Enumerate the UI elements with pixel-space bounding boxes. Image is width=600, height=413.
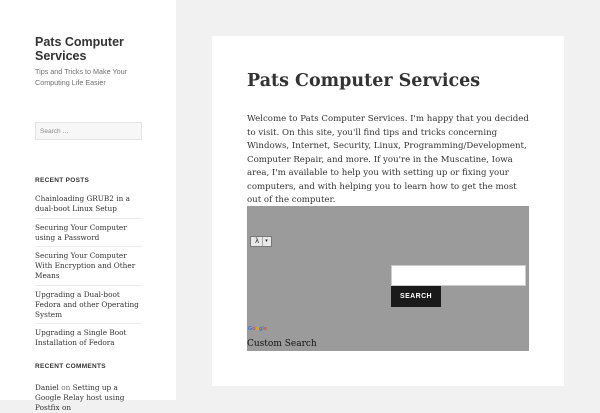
- recent-post-link[interactable]: Upgrading a Single Boot Installation of Fedora: [35, 328, 127, 347]
- recent-post-link[interactable]: Securing Your Computer With Encryption and Other Means: [35, 251, 142, 286]
- post-body: Welcome to Pats Computer Services. I'm happy that you decided to visit. On this site, you'll find tips and tricks concerning Windows, Internet, Security, Linux, Programming/Development, Computer Repair, and more. If you're in the Muscatine, Iowa area, I'm available to help you with setting up or fixing your computers, and with helping you to learn how to get the most out of the computer.: [247, 114, 529, 205]
- custom-search-input[interactable]: [391, 265, 526, 286]
- search-button[interactable]: SEARCH: [391, 286, 441, 307]
- comment-author[interactable]: Daniel: [35, 383, 59, 392]
- site-title[interactable]: Pats Computer Services: [35, 35, 124, 63]
- recent-post-link[interactable]: Securing Your Computer using a Password: [35, 223, 142, 248]
- comment-on-label: on: [61, 383, 71, 392]
- main-content-card: [212, 36, 564, 386]
- chevron-down-icon: ▾: [262, 237, 270, 246]
- sidebar: [0, 0, 176, 412]
- comment-post-link[interactable]: Setting up a Google Relay host using Postfix on: [35, 383, 125, 412]
- recent-posts-list: [35, 194, 142, 356]
- recent-comments-heading: RECENT COMMENTS: [35, 363, 106, 370]
- recent-post-link[interactable]: Upgrading a Dual-boot Fedora and other Operating System: [35, 290, 142, 325]
- lambda-icon: λ: [255, 237, 260, 245]
- recent-post-link[interactable]: Chainloading GRUB2 in a dual-boot Linux Setup: [35, 194, 142, 219]
- site-description: Tips and Tricks to Make Your Computing Life Easier: [35, 67, 128, 87]
- custom-search-caption: Custom Search: [247, 339, 317, 349]
- page-title: Pats Computer Services: [247, 71, 481, 91]
- google-logo: Google: [248, 326, 267, 332]
- custom-search-widget: [247, 206, 529, 351]
- recent-posts-heading: RECENT POSTS: [35, 177, 90, 184]
- search-input[interactable]: Search …: [35, 122, 142, 140]
- recent-comment: [35, 383, 142, 413]
- lambda-dropdown[interactable]: [250, 236, 272, 247]
